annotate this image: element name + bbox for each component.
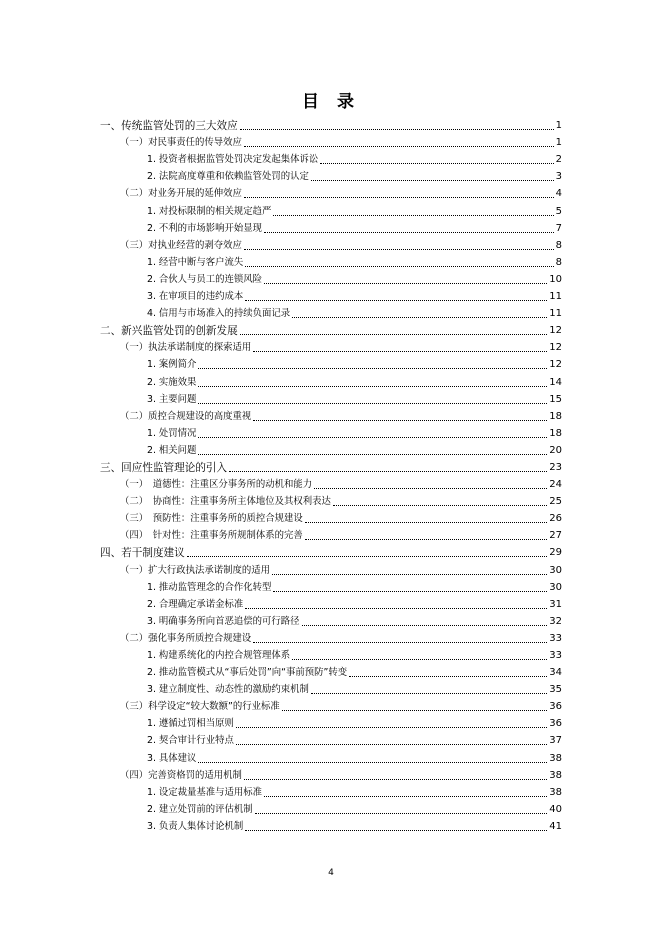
toc-entry[interactable]	[100, 526, 562, 543]
toc-entry-page: 37	[549, 735, 562, 747]
toc-entry[interactable]	[100, 441, 562, 458]
toc-entry-page: 36	[549, 701, 562, 713]
dot-leader	[264, 283, 547, 284]
dot-leader	[198, 437, 547, 438]
toc-entry-title: 3. 建立制度性、动态性的激励约束机制	[147, 684, 309, 696]
toc-entry-page: 29	[549, 547, 562, 559]
toc-entry[interactable]	[100, 475, 562, 492]
toc-entry-title: （二）对业务开展的延伸效应	[120, 188, 242, 200]
toc-entry[interactable]	[100, 612, 562, 629]
dot-leader	[302, 625, 548, 626]
dot-leader	[240, 334, 548, 335]
toc-entry-title: （二）强化事务所质控合规建设	[120, 632, 252, 644]
toc-entry-page: 12	[549, 359, 562, 371]
toc-entry[interactable]	[100, 509, 562, 526]
dot-leader	[240, 129, 554, 130]
toc-entry[interactable]	[100, 714, 562, 731]
toc-entry[interactable]	[100, 800, 562, 817]
table-of-contents	[100, 116, 562, 834]
toc-entry[interactable]	[100, 578, 562, 595]
toc-entry-title: 3. 在审项目的违约成本	[147, 291, 244, 303]
toc-entry-title: 1. 构建系统化的内控合规管理体系	[147, 650, 291, 661]
toc-entry-page: 20	[549, 444, 562, 456]
toc-entry-title: 3. 主要问题	[147, 393, 197, 405]
toc-entry[interactable]	[100, 543, 562, 560]
toc-entry-title: 一、传统监管处罚的三大效应	[100, 120, 238, 133]
dot-leader	[236, 727, 547, 728]
page-number: 4	[328, 868, 334, 878]
dot-leader	[349, 676, 547, 677]
toc-entry[interactable]	[100, 304, 562, 321]
dot-leader	[320, 163, 553, 164]
toc-entry-page: 34	[549, 667, 562, 679]
toc-entry-title: （一）执法承诺制度的探索适用	[120, 342, 252, 354]
toc-entry[interactable]	[100, 150, 562, 167]
toc-entry-page: 5	[555, 205, 562, 217]
toc-entry[interactable]	[100, 287, 562, 304]
dot-leader	[245, 300, 547, 301]
toc-entry-page: 11	[549, 308, 562, 320]
toc-entry-page: 38	[549, 752, 562, 764]
toc-entry-page: 8	[555, 239, 562, 251]
toc-entry-title: 四、若干制度建议	[100, 547, 185, 560]
dot-leader	[272, 574, 547, 575]
toc-entry-title: 2. 相关问题	[147, 444, 197, 456]
dot-leader	[187, 556, 548, 557]
dot-leader	[245, 830, 547, 831]
dot-leader	[253, 351, 547, 352]
toc-title: 目 录	[302, 92, 360, 112]
dot-leader	[282, 710, 548, 711]
toc-entry-page: 27	[549, 530, 562, 542]
toc-entry-page: 38	[549, 786, 562, 798]
toc-entry-page: 1	[555, 137, 562, 149]
toc-entry[interactable]	[100, 663, 562, 680]
toc-entry[interactable]	[100, 595, 562, 612]
toc-entry-title: 1. 推动监管理念的合作化转型	[147, 581, 272, 593]
toc-entry[interactable]	[100, 424, 562, 441]
toc-entry-title: （四）完善资格罚的适用机制	[120, 769, 242, 781]
toc-entry-title: 2. 合伙人与员工的连锁风险	[147, 273, 263, 285]
toc-entry[interactable]	[100, 355, 562, 372]
dot-leader	[264, 796, 547, 797]
toc-entry-title: （一）对民事责任的传导效应	[120, 137, 242, 149]
dot-leader	[229, 471, 547, 472]
toc-entry[interactable]	[100, 783, 562, 800]
toc-entry[interactable]	[100, 646, 562, 663]
toc-entry-page: 24	[549, 479, 562, 491]
toc-entry-title: 1. 处罚情况	[147, 427, 197, 439]
dot-leader	[253, 642, 547, 643]
toc-entry-title: 1. 对投标限制的相关规定趋严	[147, 205, 272, 217]
dot-leader	[253, 420, 547, 421]
toc-entry-page: 32	[549, 615, 562, 627]
toc-entry-title: （一）扩大行政执法承诺制度的适用	[120, 564, 271, 576]
dot-leader	[198, 368, 547, 369]
toc-entry[interactable]	[100, 184, 562, 201]
dot-leader	[264, 232, 554, 233]
toc-entry-page: 26	[549, 513, 562, 525]
dot-leader	[273, 591, 547, 592]
toc-entry[interactable]	[100, 680, 562, 697]
toc-entry-title: 2. 不利的市场影响开始显现	[147, 222, 263, 234]
toc-entry[interactable]	[100, 321, 562, 338]
toc-entry-title: 2. 实施效果	[147, 376, 197, 388]
toc-entry-page: 18	[549, 427, 562, 439]
dot-leader	[198, 454, 547, 455]
toc-entry-title: 3. 具体建议	[147, 752, 197, 764]
toc-entry-page: 35	[549, 684, 562, 696]
toc-entry[interactable]	[100, 338, 562, 355]
toc-entry-title: 2. 推动监管模式从“事后处罚”向“事前预防”转变	[147, 667, 348, 679]
toc-entry-title: 1. 设定裁量基准与适用标准	[147, 786, 263, 798]
toc-entry-page: 12	[549, 342, 562, 354]
toc-entry-page: 15	[549, 393, 562, 405]
toc-entry[interactable]	[100, 458, 562, 475]
toc-entry-page: 33	[549, 650, 562, 661]
toc-entry[interactable]	[100, 116, 562, 133]
dot-leader	[244, 197, 554, 198]
toc-entry-page: 38	[549, 769, 562, 781]
toc-entry-page: 7	[555, 222, 562, 234]
toc-entry[interactable]	[100, 731, 562, 748]
dot-leader	[305, 522, 547, 523]
dot-leader	[311, 693, 547, 694]
dot-leader	[292, 317, 547, 318]
dot-leader	[244, 779, 547, 780]
toc-entry[interactable]	[100, 560, 562, 577]
toc-entry-title: 1. 案例简介	[147, 359, 197, 371]
toc-entry[interactable]	[100, 219, 562, 236]
toc-entry-title: 二、新兴监管处罚的创新发展	[100, 325, 238, 338]
toc-entry-page: 25	[549, 496, 562, 508]
toc-entry-title: 3. 明确事务所向首恶追偿的可行路径	[147, 615, 300, 627]
dot-leader	[236, 744, 547, 745]
toc-entry[interactable]	[100, 492, 562, 509]
toc-entry-title: （三）对执业经营的剥夺效应	[120, 239, 242, 251]
toc-entry[interactable]	[100, 817, 562, 834]
toc-entry-title: （四） 针对性：注重事务所规制体系的完善	[120, 530, 303, 542]
toc-entry-title: 4. 信用与市场准入的持续负面记录	[147, 308, 291, 320]
dot-leader	[198, 403, 547, 404]
dot-leader	[292, 659, 547, 660]
toc-entry-title: （三） 预防性：注重事务所的质控合规建设	[120, 513, 303, 525]
toc-entry-page: 12	[549, 325, 562, 337]
toc-entry[interactable]	[100, 372, 562, 389]
toc-entry[interactable]	[100, 766, 562, 783]
dot-leader	[244, 249, 554, 250]
toc-entry[interactable]	[100, 133, 562, 150]
toc-entry-title: 2. 法院高度尊重和依赖监管处罚的认定	[147, 171, 309, 183]
toc-entry[interactable]	[100, 629, 562, 646]
toc-entry-title: （二） 协商性：注重事务所主体地位及其权利表达	[120, 496, 331, 508]
dot-leader	[198, 386, 547, 387]
dot-leader	[244, 146, 554, 147]
toc-entry-title: 2. 建立处罚前的评估机制	[147, 803, 253, 815]
toc-entry[interactable]	[100, 201, 562, 218]
toc-entry-page: 11	[549, 291, 562, 303]
toc-entry-page: 18	[549, 410, 562, 422]
toc-entry-title: 1. 遵循过罚相当原则	[147, 718, 234, 730]
dot-leader	[245, 608, 547, 609]
toc-entry-page: 1	[555, 120, 562, 132]
dot-leader	[311, 180, 554, 181]
toc-entry[interactable]	[100, 270, 562, 287]
toc-entry-page: 30	[549, 564, 562, 576]
toc-entry-page: 33	[549, 632, 562, 644]
dot-leader	[255, 813, 548, 814]
toc-entry[interactable]	[100, 390, 562, 407]
toc-entry-page: 30	[549, 581, 562, 593]
toc-entry-page: 2	[555, 154, 562, 166]
toc-entry-page: 41	[549, 820, 562, 832]
toc-entry-title: 1. 投资者根据监管处罚决定发起集体诉讼	[147, 154, 319, 166]
toc-entry-title: （三）科学设定“较大数额”的行业标准	[120, 701, 280, 713]
toc-entry-page: 10	[549, 273, 562, 285]
toc-entry-page: 8	[555, 256, 562, 268]
toc-entry[interactable]	[100, 748, 562, 765]
toc-entry[interactable]	[100, 697, 562, 714]
toc-entry[interactable]	[100, 236, 562, 253]
dot-leader	[333, 505, 547, 506]
toc-entry-title: 1. 经营中断与客户流失	[147, 256, 244, 268]
dot-leader	[198, 762, 547, 763]
toc-entry-title: 2. 契合审计行业特点	[147, 735, 234, 747]
toc-entry-page: 3	[555, 171, 562, 183]
toc-entry-page: 23	[549, 461, 562, 473]
toc-entry-page: 4	[555, 188, 562, 200]
toc-entry-page: 14	[549, 376, 562, 388]
toc-entry-page: 31	[549, 598, 562, 610]
dot-leader	[314, 488, 547, 489]
toc-entry-page: 40	[549, 803, 562, 815]
toc-entry-title: 2. 合理确定承诺金标准	[147, 598, 244, 610]
dot-leader	[273, 215, 553, 216]
toc-entry[interactable]	[100, 167, 562, 184]
toc-entry-title: 三、回应性监管理论的引入	[100, 461, 228, 474]
toc-entry-page: 36	[549, 718, 562, 730]
toc-entry-title: 3. 负责人集体讨论机制	[147, 820, 244, 832]
toc-entry-title: （二）质控合规建设的高度重视	[120, 410, 252, 422]
dot-leader	[245, 266, 553, 267]
toc-entry[interactable]	[100, 407, 562, 424]
toc-entry[interactable]	[100, 253, 562, 270]
toc-entry-title: （一） 道德性：注重区分事务所的动机和能力	[120, 479, 313, 491]
dot-leader	[305, 539, 547, 540]
